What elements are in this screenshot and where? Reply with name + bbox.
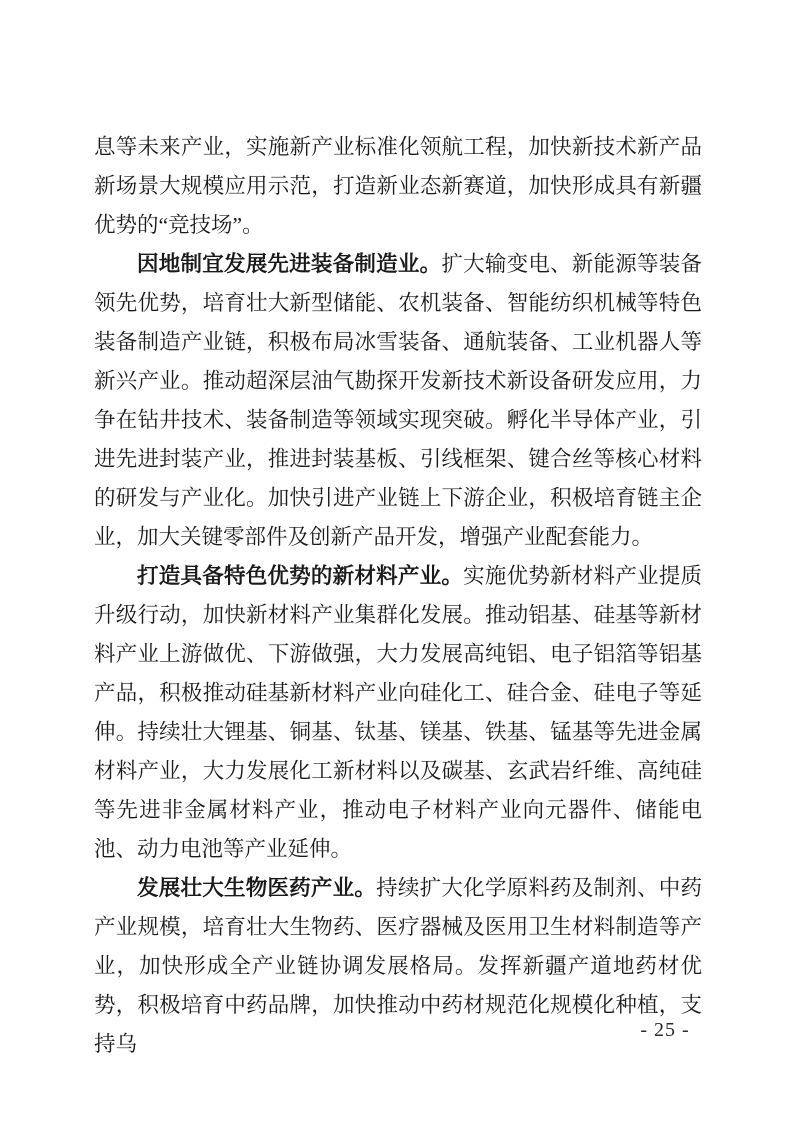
paragraph-body: 实施优势新材料产业提质升级行动，加快新材料产业集群化发展。推动铝基、硅基等新材料产业上游做优、下游做强，大力发展高纯铝、电子铝箔等铝基产品，积极推动硅基新材料产业向硅化工、硅合金、硅电子等延伸。持续壮大锂基、铜基、钛基、镁基、铁基、锰基等先进金属材料产业，大力发展化工新材料以及碳基、玄武岩纤维、高纯硅等先进非金属材料产业，推动电子材料产业向元器件、储能电池、动力电池等产业延伸。 (94, 564, 702, 861)
paragraph-equipment-manufacturing (94, 245, 702, 557)
paragraph-body: 息等未来产业，实施新产业标准化领航工程，加快新技术新产品新场景大规模应用示范，打造新业态新赛道，加快形成具有新疆优势的“竞技场”。 (94, 135, 702, 237)
paragraph-bold-heading: 因地制宜发展先进装备制造业。 (137, 252, 442, 276)
paragraph-new-materials (94, 557, 702, 869)
paragraph-continuation (94, 128, 702, 245)
paragraph-body: 持续扩大化学原料药及制剂、中药产业规模，培育壮大生物药、医疗器械及医用卫生材料制造等产业，加快形成全产业链协调发展格局。发挥新疆产道地药材优势，积极培育中药品牌，加快推动中药材规范化规模化种植，支持乌 (94, 876, 702, 1056)
paragraph-bold-heading: 发展壮大生物医药产业。 (137, 876, 377, 900)
paragraph-body: 扩大输变电、新能源等装备领先优势，培育壮大新型储能、农机装备、智能纺织机械等特色装备制造产业链，积极布局冰雪装备、通航装备、工业机器人等新兴产业。推动超深层油气勘探开发新技术新设备研发应用，力争在钻井技术、装备制造等领域实现突破。孵化半导体产业，引进先进封装产业，推进封装基板、引线框架、键合丝等核心材料的研发与产业化。加快引进产业链上下游企业，积极培育链主企业，加大关键零部件及创新产品开发，增强产业配套能力。 (94, 252, 702, 549)
text-block (94, 128, 702, 1064)
page-number: - 25 - (640, 1019, 690, 1041)
paragraph-bold-heading: 打造具备特色优势的新材料产业。 (137, 564, 464, 588)
